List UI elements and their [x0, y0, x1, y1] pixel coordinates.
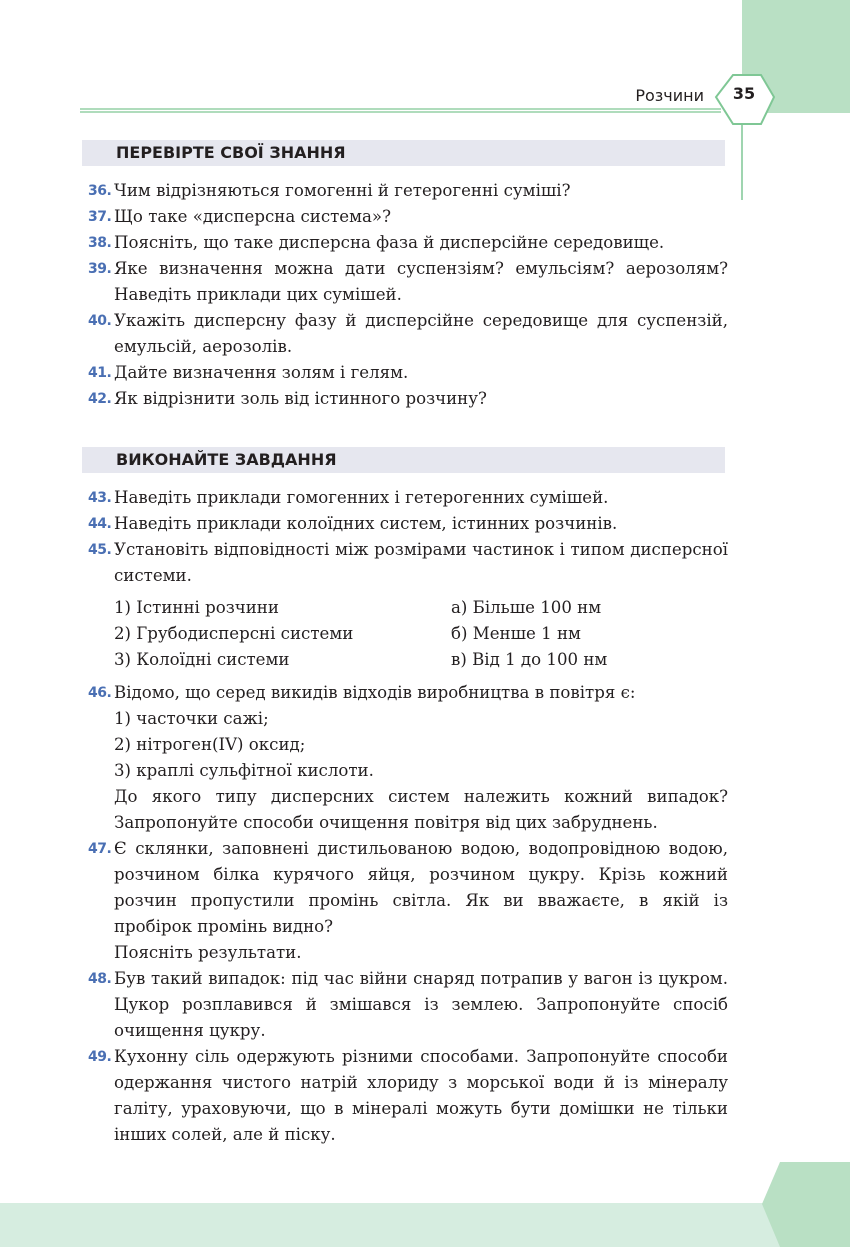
question-number: 44. [88, 516, 112, 532]
question-40 [88, 308, 728, 360]
question-number: 48. [88, 971, 112, 987]
question-38 [88, 230, 728, 256]
question-42 [88, 386, 728, 412]
bottom-corner-shape [762, 1162, 850, 1247]
question-number: 39. [88, 261, 112, 277]
question-number: 47. [88, 841, 112, 857]
question-46 [88, 680, 728, 836]
question-48 [88, 966, 728, 1044]
section-heading-do-tasks: ВИКОНАЙТЕ ЗАВДАННЯ [82, 447, 725, 473]
question-text: Наведіть приклади колоїдних систем, істинних розчинів. [114, 514, 618, 533]
question-text: Поясніть, що таке дисперсна фаза й дисперсійне середовище. [114, 233, 665, 252]
matching-right-a: а) Більше 100 нм [451, 598, 602, 617]
question-41 [88, 360, 728, 386]
question-text: Дайте визначення золям і гелям. [114, 363, 409, 382]
question-37 [88, 204, 728, 230]
question-number: 42. [88, 391, 112, 407]
question-36 [88, 178, 728, 204]
question-text: Що таке «дисперсна система»? [114, 207, 391, 226]
question-number: 46. [88, 685, 112, 701]
question-39 [88, 256, 728, 308]
question-text: Установіть відповідності між розмірами частинок і типом дисперсної системи. [114, 540, 728, 585]
question-49 [88, 1044, 728, 1148]
matching-left-3: 3) Колоїдні системи [114, 650, 290, 669]
question-number: 49. [88, 1049, 112, 1065]
question-number: 45. [88, 542, 112, 558]
running-header-title: Розчини [635, 86, 704, 105]
question-text: Наведіть приклади гомогенних і гетерогенних сумішей. [114, 488, 609, 507]
question-text: Є склянки, заповнені дистильованою водою, водопровідною водою, розчином білка курячого яйця, розчином цукру. Крізь кожний розчин пропустили промінь світла. Як ви вважаєте, в якій із пробірок промінь видно? Поясніть результати. [114, 839, 728, 962]
question-45 [88, 537, 728, 589]
section-heading-check-knowledge: ПЕРЕВІРТЕ СВОЇ ЗНАННЯ [82, 140, 725, 166]
question-number: 43. [88, 490, 112, 506]
question-44 [88, 511, 728, 537]
question-number: 36. [88, 183, 112, 199]
question-number: 38. [88, 235, 112, 251]
question-text: Був такий випадок: під час війни снаряд потрапив у вагон із цукром. Цукор розплавився й змішався із землею. Запропонуйте спосіб очищення цукру. [114, 969, 728, 1040]
matching-right-c: в) Від 1 до 100 нм [451, 650, 608, 669]
matching-right-b: б) Менше 1 нм [451, 624, 581, 643]
question-number: 40. [88, 313, 112, 329]
question-number: 37. [88, 209, 112, 225]
page-number: 35 [732, 84, 756, 103]
question-text: Яке визначення можна дати суспензіям? емульсіям? аерозолям? Наведіть приклади цих сумішей. [114, 259, 728, 304]
question-text: Відомо, що серед викидів відходів виробництва в повітря є: 1) часточки сажі; 2) нітроген(IV) оксид; 3) краплі сульфітної кислоти. До якого типу дисперсних систем належить кожний випадок? Запропонуйте способи очищення повітря від цих забруднень. [114, 683, 728, 832]
question-text: Кухонну сіль одержують різними способами. Запропонуйте способи одержання чистого натрій хлориду з морської води й із мінералу галіту, ураховуючи, що в мінералі можуть бути домішки не тільки інших солей, але й піску. [114, 1047, 728, 1144]
question-text: Як відрізнити золь від істинного розчину? [114, 389, 487, 408]
matching-left-1: 1) Істинні розчини [114, 598, 279, 617]
question-43 [88, 485, 728, 511]
matching-left-2: 2) Грубодисперсні системи [114, 624, 354, 643]
question-text: Укажіть дисперсну фазу й дисперсійне середовище для суспензій, емульсій, аерозолів. [114, 311, 728, 356]
question-47 [88, 836, 728, 966]
question-number: 41. [88, 365, 112, 381]
question-text: Чим відрізняються гомогенні й гетерогенні суміші? [114, 181, 571, 200]
